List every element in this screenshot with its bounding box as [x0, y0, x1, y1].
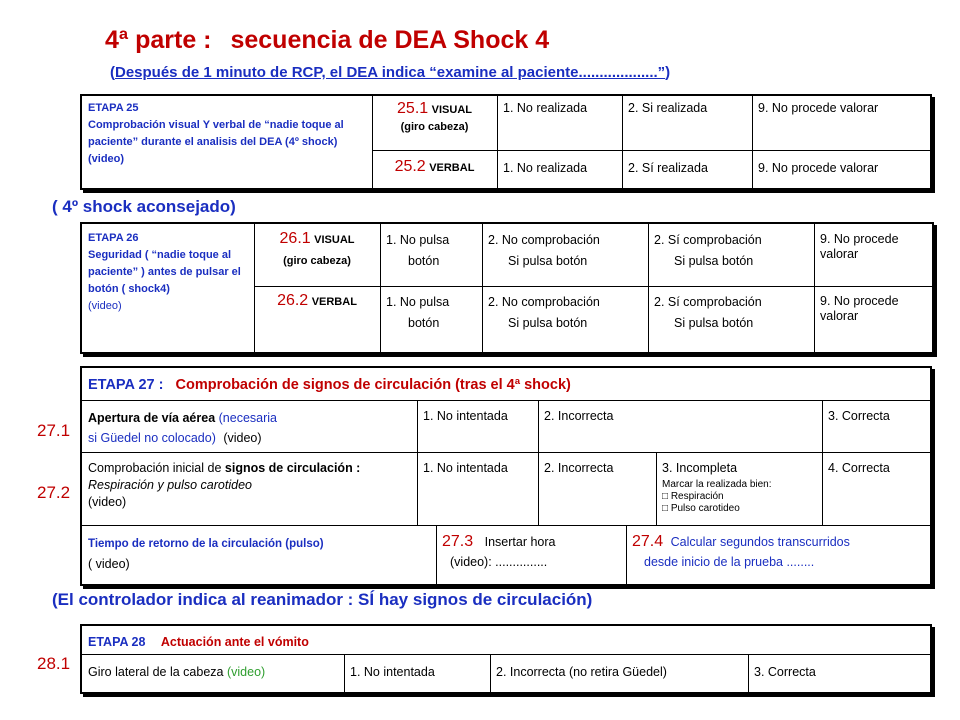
etapa25-verbal-cell: [372, 154, 497, 181]
code-26-1: 26.1: [279, 230, 311, 247]
label-verbal: VERBAL: [429, 162, 475, 174]
etapa27-heading: [82, 373, 930, 398]
desc-italic: Respiración y pulso carotideo: [88, 478, 252, 492]
note-controlador: [52, 590, 592, 610]
desc-blue: (necesaria: [218, 411, 278, 425]
code-27-4: 27.4: [632, 533, 664, 550]
option-text: 2. Sí comprobación: [654, 295, 762, 309]
desc-video: (video): [226, 665, 266, 679]
option-27-2-2[interactable]: 2. Incorrecta: [544, 461, 614, 475]
option-text: Si pulsa botón: [674, 254, 754, 268]
option-26-1-3[interactable]: [648, 228, 814, 274]
desc-a: Giro lateral de la cabeza: [88, 665, 224, 679]
label-verbal-26: VERBAL: [311, 296, 357, 308]
side-code-28-1: 28.1: [37, 654, 71, 673]
label-visual: VISUAL: [431, 104, 472, 116]
etapa27-heading-a: ETAPA 27 :: [88, 377, 164, 393]
etapa26-visual-cell: [254, 226, 380, 274]
option-27-2-3[interactable]: [656, 456, 822, 519]
option-26-2-2[interactable]: [482, 290, 648, 336]
option-25-1-9[interactable]: 9. No procede valorar: [758, 101, 879, 115]
desc-bold: Apertura de vía aérea: [88, 411, 216, 425]
option-25-2-1[interactable]: 1. No realizada: [503, 161, 588, 175]
etapa26-video: (video): [88, 300, 122, 312]
desc-a: Comprobación inicial de: [88, 461, 222, 475]
etapa27-table: [80, 366, 932, 586]
code-27-3: 27.3: [442, 533, 474, 550]
code-25-2: 25.2: [394, 158, 426, 175]
title-rest: secuencia de DEA Shock 4: [230, 26, 550, 54]
option-text: Si pulsa botón: [508, 254, 588, 268]
desc-video: (video): [88, 495, 127, 509]
desc-bold: signos de circulación :: [224, 461, 361, 475]
etapa25-table: [80, 94, 932, 190]
option-28-1-3[interactable]: 3. Correcta: [754, 665, 816, 679]
option-text: 2. No comprobación: [488, 295, 600, 309]
option-25-2-2[interactable]: 2. Sí realizada: [628, 161, 708, 175]
etapa26-desc: Seguridad ( “nadie toque al paciente” ) antes de pulsar el botón ( shock4): [88, 249, 241, 295]
option-26-1-2[interactable]: [482, 228, 648, 274]
etapa27-row2-desc: [82, 456, 417, 515]
etapa26-desc-cell: [82, 226, 254, 352]
option-27-2-1[interactable]: 1. No intentada: [423, 461, 508, 475]
label-visual-26: VISUAL: [314, 234, 355, 246]
etapa28-table: [80, 624, 932, 694]
side-code-27-1: 27.1: [37, 421, 71, 440]
title-part: 4ª parte :: [105, 26, 212, 54]
option-27-1-3[interactable]: 3. Correcta: [828, 409, 890, 423]
option-26-2-3[interactable]: [648, 290, 814, 336]
code-26-2: 26.2: [277, 292, 309, 309]
note-shock: [52, 197, 236, 217]
option-28-1-1[interactable]: 1. No intentada: [350, 665, 435, 679]
etapa25-visual-cell: [372, 96, 497, 150]
field-27-3[interactable]: [436, 528, 626, 576]
label-insertar-hora: Insertar hora: [484, 535, 556, 549]
option-25-1-1[interactable]: 1. No realizada: [503, 101, 588, 115]
note-shock-text: ( 4º shock aconsejado): [52, 197, 236, 216]
checkbox-pulso[interactable]: □ Pulso carotideo: [662, 503, 740, 514]
option-text: botón: [408, 254, 440, 268]
option-text: 1. No pulsa: [386, 295, 450, 309]
option-25-2-9[interactable]: 9. No procede valorar: [758, 161, 879, 175]
option-note: Marcar la realizada bien:: [662, 479, 772, 490]
field-27-4[interactable]: [626, 528, 930, 576]
label-calcular: Calcular segundos transcurridos: [670, 535, 850, 549]
subtitle-close: ): [665, 64, 671, 81]
option-text: 1. No pulsa: [386, 233, 450, 247]
etapa28-desc: [82, 660, 344, 685]
option-text: Si pulsa botón: [508, 316, 588, 330]
etapa25-heading: ETAPA 25: [88, 102, 139, 114]
etapa26-verbal-cell: [254, 288, 380, 315]
option-text: botón: [408, 316, 440, 330]
option-26-1-9[interactable]: 9. No procede valorar: [820, 232, 899, 261]
option-text: 2. No comprobación: [488, 233, 600, 247]
etapa26-table: [80, 222, 934, 354]
etapa27-row3-desc: [82, 530, 436, 578]
label-giro-26: (giro cabeza): [283, 255, 351, 267]
option-26-1-1[interactable]: [380, 228, 482, 274]
code-25-1: 25.1: [397, 100, 429, 117]
option-26-2-9[interactable]: 9. No procede valorar: [820, 294, 899, 323]
option-25-1-2[interactable]: 2. Si realizada: [628, 101, 708, 115]
option-text: Si pulsa botón: [674, 316, 754, 330]
etapa28-heading-a: ETAPA 28: [88, 635, 146, 649]
desc-blue: si Güedel no colocado): [88, 431, 216, 445]
note-controlador-text: (El controlador indica al reanimador : SÍ hay signos de circulación): [52, 590, 593, 609]
page-subtitle: [110, 64, 670, 81]
etapa25-desc: Comprobación visual Y verbal de “nadie toque al paciente” durante el analisis del DEA (4º shock) (video): [88, 119, 344, 165]
label-desde-inicio: desde inicio de la prueba ........: [644, 555, 815, 569]
option-26-2-1[interactable]: [380, 290, 482, 336]
page-title: [105, 26, 549, 55]
etapa26-heading: ETAPA 26: [88, 232, 139, 244]
desc-a: Tiempo de retorno de la circulación (pulso): [88, 538, 324, 550]
option-27-1-1[interactable]: 1. No intentada: [423, 409, 508, 423]
option-text: 2. Sí comprobación: [654, 233, 762, 247]
option-text: 3. Incompleta: [662, 461, 738, 475]
etapa27-row1-desc: [82, 404, 417, 452]
option-28-1-2[interactable]: 2. Incorrecta (no retira Güedel): [496, 665, 667, 679]
desc-video: (video): [223, 431, 262, 445]
option-27-2-4[interactable]: 4. Correcta: [828, 461, 890, 475]
etapa25-desc-cell: [82, 96, 372, 188]
side-code-27-2: 27.2: [37, 483, 71, 502]
option-27-1-2[interactable]: 2. Incorrecta: [544, 409, 614, 423]
label-video-hora: (video): ...............: [450, 555, 548, 569]
subtitle-open: (: [110, 64, 115, 81]
checkbox-respiracion[interactable]: □ Respiración: [662, 491, 724, 502]
subtitle-text: Después de 1 minuto de RCP, el DEA indica “examine al paciente...................”: [115, 64, 666, 81]
desc-b: ( video): [88, 557, 130, 571]
etapa27-heading-b: Comprobación de signos de circulación (tras el 4ª shock): [175, 377, 571, 393]
etapa28-heading-b: Actuación ante el vómito: [160, 635, 309, 649]
etapa28-heading: [82, 630, 930, 655]
label-giro: (giro cabeza): [400, 121, 469, 133]
